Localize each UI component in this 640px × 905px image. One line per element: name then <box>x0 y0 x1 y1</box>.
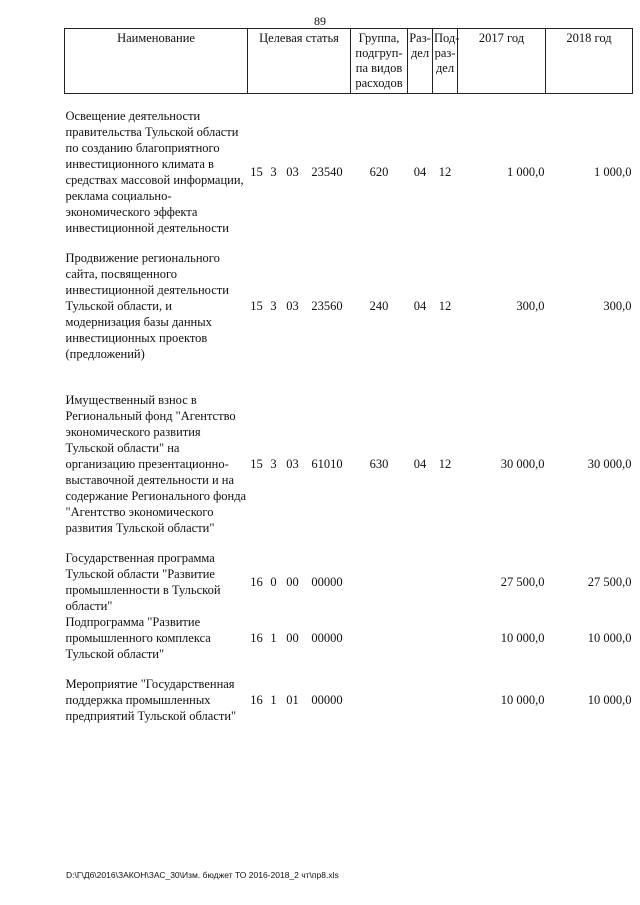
row-name: Освещение деятельности правительства Тульской области по созданию благоприятного инвестиционного климата в средствах массовой информации, реклама социально-экономического эффекта инвестиционной деятельности <box>65 109 244 235</box>
amount-2018: 1 000,0 <box>594 165 632 179</box>
header-section: Раз- дел <box>408 29 433 94</box>
amount-2018: 10 000,0 <box>587 693 632 707</box>
header-expense-group: Группа, подгруп- па видов расходов <box>351 29 408 94</box>
row-name: Мероприятие "Государственная поддержка промышленных предприятий Тульской области" <box>65 677 237 723</box>
amount-2017: 10 000,0 <box>500 693 545 707</box>
amount-2017: 300,0 <box>516 299 545 313</box>
section: 04 <box>413 165 427 179</box>
target-code-2: 1 <box>270 693 277 707</box>
target-code-3: 03 <box>286 299 299 313</box>
target-code-3: 01 <box>286 693 299 707</box>
amount-2017: 27 500,0 <box>500 575 545 589</box>
section: 04 <box>413 457 427 471</box>
table-row <box>65 392 633 536</box>
section <box>408 676 433 724</box>
target-code-4: 23560 <box>311 299 343 313</box>
target-code-1: 15 <box>250 165 263 179</box>
target-code-1: 15 <box>250 299 263 313</box>
amount-2018: 10 000,0 <box>587 631 632 645</box>
expense-group: 630 <box>369 457 389 471</box>
expense-group: 620 <box>369 165 389 179</box>
header-year-2018: 2018 год <box>546 29 633 94</box>
target-code-4: 23540 <box>311 165 343 179</box>
expense-group <box>351 676 408 724</box>
section <box>408 614 433 662</box>
expense-group <box>351 614 408 662</box>
header-subsection: Под- раз- дел <box>433 29 458 94</box>
table-row <box>65 108 633 236</box>
target-code-4: 00000 <box>311 631 343 645</box>
target-code-3: 03 <box>286 457 299 471</box>
target-code-3: 00 <box>286 631 299 645</box>
table-row <box>65 550 633 614</box>
target-code-1: 16 <box>250 693 263 707</box>
amount-2017: 30 000,0 <box>500 457 545 471</box>
row-name: Имущественный взнос в Региональный фонд "Агентство экономического развития Тульской области" на организацию презентационно-выставочной деятельности и на содержание Регионального фонда "Агентство экономического развития Тульской области" <box>65 393 247 535</box>
subsection <box>433 614 458 662</box>
page-number: 89 <box>314 14 326 28</box>
target-code-1: 15 <box>250 457 263 471</box>
target-code-4: 00000 <box>311 693 343 707</box>
subsection: 12 <box>438 165 452 179</box>
header-row <box>65 29 633 94</box>
amount-2017: 10 000,0 <box>500 631 545 645</box>
target-code-1: 16 <box>250 631 263 645</box>
amount-2017: 1 000,0 <box>507 165 545 179</box>
target-code-2: 0 <box>270 575 277 589</box>
target-code-2: 3 <box>270 165 277 179</box>
amount-2018: 300,0 <box>603 299 632 313</box>
table-row <box>65 614 633 662</box>
subsection <box>433 676 458 724</box>
budget-table <box>64 28 633 724</box>
target-code-3: 03 <box>286 165 299 179</box>
target-code-4: 00000 <box>311 575 343 589</box>
expense-group <box>351 550 408 614</box>
section: 04 <box>413 299 427 313</box>
target-code-1: 16 <box>250 575 263 589</box>
amount-2018: 30 000,0 <box>587 457 632 471</box>
table-row <box>65 676 633 724</box>
subsection <box>433 550 458 614</box>
amount-2018: 27 500,0 <box>587 575 632 589</box>
target-code-2: 1 <box>270 631 277 645</box>
file-path-footer: D:\Г\Д6\2016\ЗАКОН\ЗАС_30\Изм. бюджет ТО 2016-2018_2 чт\пр8.xls <box>66 870 339 880</box>
target-code-3: 00 <box>286 575 299 589</box>
header-name: Наименование <box>65 29 248 94</box>
subsection: 12 <box>438 457 452 471</box>
header-target-article: Целевая статья <box>248 29 351 94</box>
row-name: Подпрограмма "Развитие промышленного комплекса Тульской области" <box>65 615 211 661</box>
target-code-2: 3 <box>270 457 277 471</box>
header-year-2017: 2017 год <box>458 29 546 94</box>
row-name: Государственная программа Тульской области "Развитие промышленности в Тульской области" <box>65 551 221 613</box>
subsection: 12 <box>438 299 452 313</box>
row-name: Продвижение регионального сайта, посвященного инвестиционной деятельности Тульской области, и модернизация базы данных инвестиционных проектов (предложений) <box>65 251 229 361</box>
target-code-4: 61010 <box>311 457 343 471</box>
target-code-2: 3 <box>270 299 277 313</box>
section <box>408 550 433 614</box>
expense-group: 240 <box>369 299 389 313</box>
table-row <box>65 250 633 362</box>
